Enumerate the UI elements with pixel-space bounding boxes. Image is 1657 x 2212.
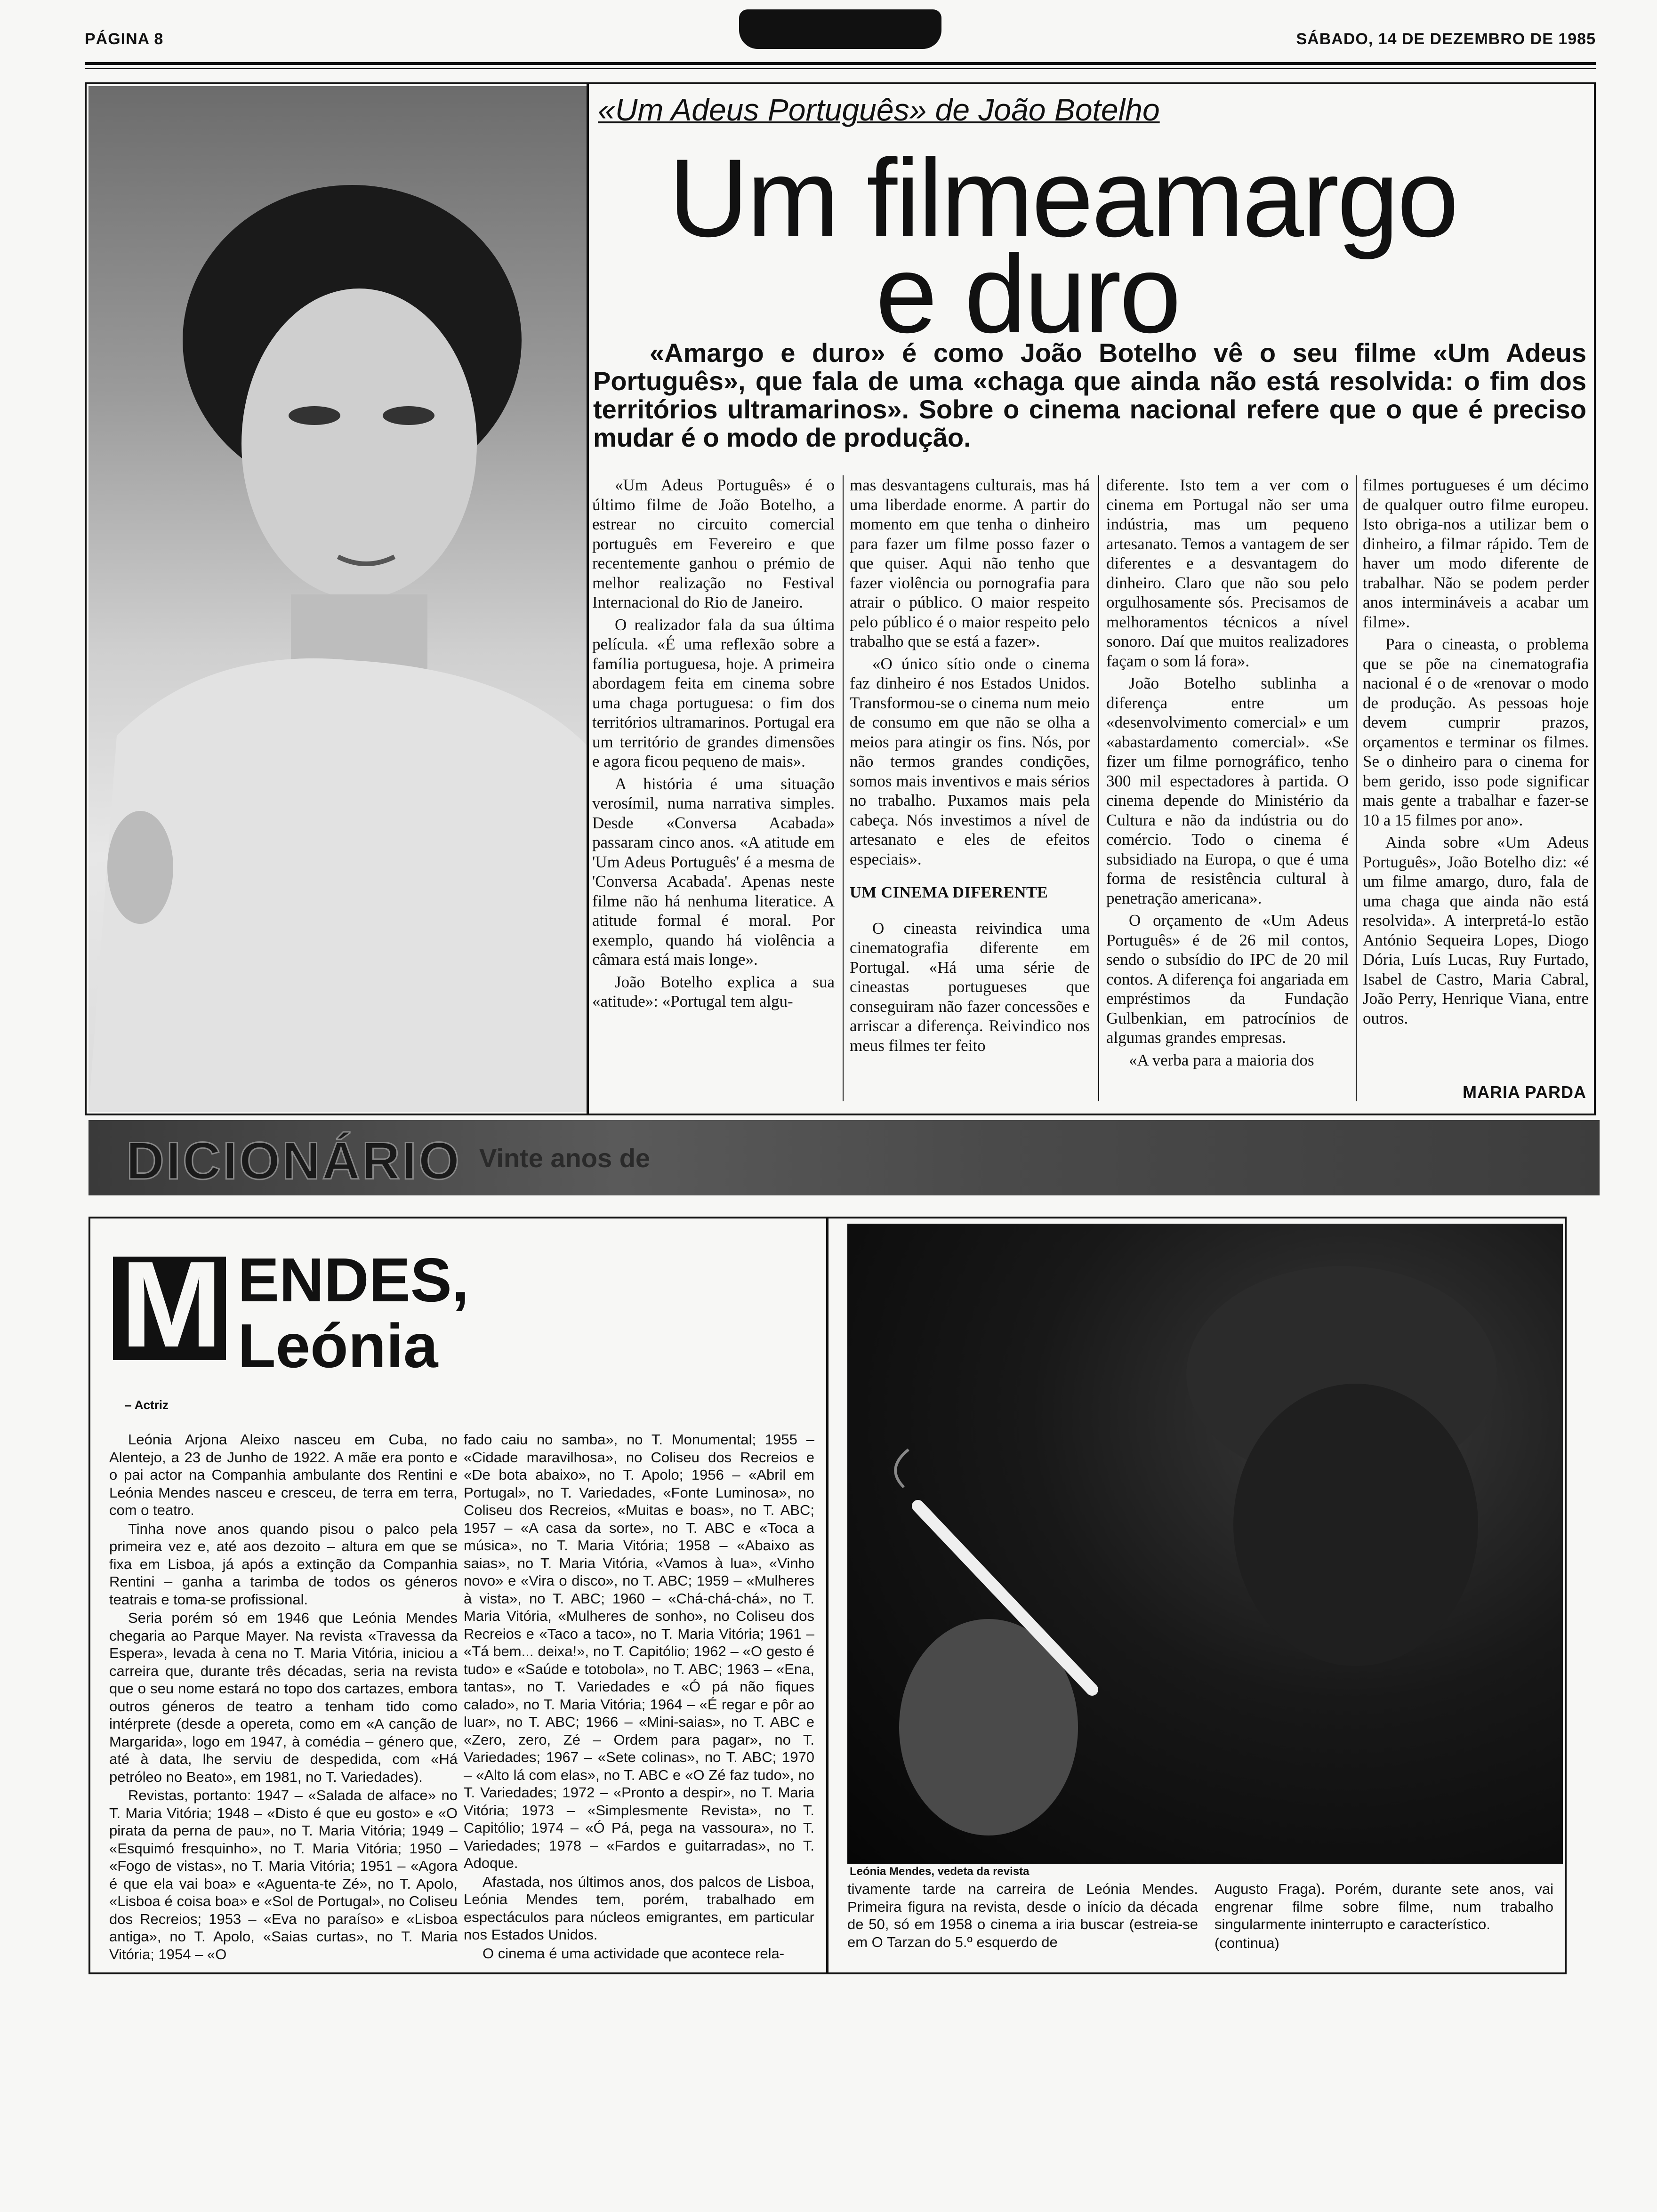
portrait-photo [88, 86, 587, 1112]
paragraph: Tinha nove anos quando pisou o palco pela primeira vez e, até aos dezoito – altura em que se fixa em Lisboa, já após a extinção da Companhia Rentini – ganha a tarimba de todos os géneros teatrais e toma-se profissional. [109, 1520, 458, 1608]
paragraph: Leónia Arjona Aleixo nasceu em Cuba, no Alentejo, a 23 de Junho de 1922. A mãe era ponto e o pai actor na Companhia ambulante dos Rentini e Leónia Mendes nasceu e cresceu, de terra em terra, com o teatro. [109, 1431, 458, 1518]
article-kicker: «Um Adeus Português» de João Botelho [598, 92, 1160, 127]
article-title-line2: e duro [876, 232, 1180, 356]
paragraph: fado caiu no samba», no T. Monumental; 1955 – «Cidade maravilhosa», no Coliseu dos Recreios e «De bota abaixo», no T. Apolo; 1956 – «Abril em Portugal», no T. Variedades, «Fonte Luminosa», no Coliseu dos Recreios, «Muitas e boas», no T. ABC; 1957 – «A casa da sorte», no T. ABC e «Toca a música», no T. Maria Vitória; 1958 – «Abaixo as saias», no T. Maria Vitória, «Vamos à lua», «Vinho novo» e «Vira o disco», no T. ABC; 1959 – «Mulheres à vista», no T. ABC; 1960 – «Chá-chá-chá», no T. Maria Vitória, «Mulheres de sonho», no Coliseu dos Recreios e «Taco a taco», no T. Maria Vitória; 1961 – «Tá bem... deixa!», no T. Capitólio; 1962 – «O gesto é tudo» e «Saúde e totobola», no T. ABC; 1963 – «Ena, tantas», no T. Variedades e «Ó pá não fiques calado», no T. Maria Vitória; 1964 – «É regar e pôr ao luar», no T. ABC; 1966 – «Mini-saias», no T. ABC e «Zero, zero, Zé – Ordem para pagar», no T. Variedades; 1967 – «Sete colinas», no T. ABC; 1970 – «Alto lá com elas», no T. ABC e «O Zé faz tudo», no T. Variedades; 1972 – «Pronto a despir», no T. Maria Vitória; 1973 – «Simplesmente Revista», no T. Capitólio; 1974 – «Ó Pá, pega na vassoura», no T. Variedades; 1978 – «Fardos e guitarradas», no T. Adoque. [464, 1431, 814, 1871]
paragraph: Afastada, nos últimos anos, dos palcos de Lisboa, Leónia Mendes tem, porém, trabalhado em espectáculos para núcleos emigrantes, em particular nos Estados Unidos. [464, 1873, 814, 1943]
mendes-divider [826, 1217, 828, 1974]
paragraph: O orçamento de «Um Adeus Português» é de 26 mil contos, sendo o subsídio do IPC de 20 mil contos. A diferença foi angariada em empréstimos da Fundação Gulbenkian, em patrocínios de algumas grandes empresas. [1106, 911, 1349, 1047]
mendes-column-3 [847, 1880, 1198, 1952]
page-number: PÁGINA 8 [85, 30, 164, 48]
paragraph: mas desvantagens culturais, mas há uma liberdade enorme. A partir do momento em que tenha o dinheiro para fazer um filme posso fazer o que quiser. Aqui não tenho que fazer violência ou pornografia para atrair o público. O maior respeito pelo público é o maior respeito pelo trabalho que se está a fazer». [850, 476, 1090, 650]
paragraph: «Um Adeus Português» é o último filme de João Botelho, a estrear no circuito comercial português em Fevereiro e que recentemente ganhou o prémio de melhor realização no Festival Internacional do Rio de Janeiro. [592, 476, 835, 611]
paragraph: diferente. Isto tem a ver com o cinema em Portugal não ser uma indústria, mas um pequeno artesanato. Temos a vantagem de ser diferentes e a desvantagem do dinheiro. Claro que não sou pelo orgulhosamente sós. Precisamos de melhoramentos técnicos a nível sonoro. Daí que muitos realizadores façam o som lá fora». [1106, 476, 1349, 670]
paragraph: Para o cineasta, o problema que se põe na cinematografia nacional é o de «renovar o modo de produção. As pessoas hoje devem cumprir prazos, orçamentos e terminar os filmes. Se o dinheiro para o cinema for bem gerido, isso pode significar mais gente a trabalhar e fazer-se 10 a 15 filmes por ano». [1363, 635, 1589, 829]
column-rule [843, 475, 844, 1101]
section-subhead: UM CINEMA DIFERENTE [850, 884, 1048, 901]
mendes-title-line2: Leónia [238, 1311, 438, 1380]
column-rule [1098, 475, 1099, 1101]
dicionario-subtitle: Vinte anos de [479, 1143, 651, 1173]
drop-letter-char: M [121, 1236, 223, 1373]
mendes-role: – Actriz [125, 1398, 169, 1412]
header-rule-thin [85, 68, 1596, 69]
article-column-3 [1106, 475, 1349, 1073]
header-rule [85, 62, 1596, 65]
paragraph: João Botelho explica a sua «atitude»: «Portugal tem algu- [592, 972, 835, 1010]
mendes-column-4 [1215, 1880, 1553, 1953]
paragraph: Augusto Fraga). Porém, durante sete anos, vai engrenar filme sobre filme, num trabalho singularmente ininterrupto e característico. [1215, 1881, 1553, 1932]
mendes-title-line1: ENDES, [238, 1245, 469, 1314]
article-column-4 [1363, 475, 1589, 1031]
masthead-logo [739, 9, 941, 49]
article-column-2 [850, 475, 1090, 1058]
paragraph: O cineasta reivindica uma cinematografia diferente em Portugal. «Há uma série de cineastas portugueses que conseguiram não fazer concessões e arriscar a diferença. Reivindico nos meus filmes ter feito [850, 919, 1090, 1055]
column-rule [1356, 475, 1357, 1101]
paragraph: Ainda sobre «Um Adeus Português», João Botelho diz: «é um filme amargo, duro, fala de uma chaga que ainda não está resolvida». A interpretá-lo estão António Sequeira Lopes, Diogo Dória, Luís Lucas, Ruy Furtado, Isabel de Castro, Maria Cabral, João Perry, Henrique Viana, entre outros. [1363, 833, 1589, 1027]
paragraph: «A verba para a maioria dos [1129, 1050, 1314, 1069]
paragraph: O cinema é uma actividade que acontece rela- [483, 1945, 785, 1962]
mendes-column-1 [109, 1431, 458, 1964]
paragraph: O realizador fala da sua última película. «É uma reflexão sobre a família portuguesa, hoje. A primeira abordagem feita em cinema sobre uma chaga portuguesa: o fim dos territórios ultramarinos. Portugal era um território de grandes dimensões e agora ficou pequeno de mais». [592, 615, 835, 770]
article-column-1 [592, 475, 835, 1014]
page-date: SÁBADO, 14 DE DEZEMBRO DE 1985 [1296, 30, 1596, 48]
paragraph: (continua) [1215, 1934, 1279, 1951]
paragraph: A história é uma situação verosímil, numa narrativa simples. Desde «Conversa Acabada» passaram cinco anos. «A atitude em 'Um Adeus Português' é a mesma de 'Conversa Acabada'. Apenas neste filme não há nenhuma literatice. A atitude formal é moral. Por exemplo, quando há violência a câmara está mais longe». [592, 774, 835, 969]
mendes-photo [847, 1224, 1563, 1864]
dicionario-title: DICIONÁRIO [126, 1131, 461, 1190]
mendes-drop-letter [113, 1236, 226, 1373]
paragraph: «O único sítio onde o cinema faz dinheiro é nos Estados Unidos. Transformou-se o cinema num meio de consumo em que não se olha a meios para atingir os fins. Nós, por não termos grandes condições, somos mais inventivos e mais sérios no trabalho. Puxamos mais pela cabeça. Nós investimos a nível de artesanato e eles de efeitos especiais». [850, 654, 1090, 868]
paragraph: Seria porém só em 1946 que Leónia Mendes chegaria ao Parque Mayer. Na revista «Travessa da Espera», levada à cena no T. Maria Vitória, iniciou a carreira que, durante três décadas, seria na revista que o seu nome estará no topo dos cartazes, embora outros géneros de teatro a tenham tido como intérprete (desde a opereta, como em «A canção de Margarida», logo em 1947, à comédia – género que, até à data, lhe serviu de despedida, com «Há petróleo no Beato», em 1981, no T. Variedades). [109, 1610, 458, 1785]
photo-divider [587, 82, 589, 1115]
paragraph: João Botelho sublinha a diferença entre um «desenvolvimento comercial» e um «abastardamento comercial». «Se fizer um filme pornográfico, tenho 300 mil espectadores à partida. O cinema depende do Ministério da Cultura e não da indústria ou do comércio. Todo o cinema é subsidiado na Europa, o que é uma forma de resistência cultural à penetração americana». [1106, 674, 1349, 907]
paragraph: filmes portugueses é um décimo de qualquer outro filme europeu. Isto obriga-nos a utilizar bem o dinheiro, a filmar rápido. Tem de haver um modo diferente de trabalhar. Não se podem perder anos intermináveis a acabar um filme». [1363, 476, 1589, 631]
photo-caption: Leónia Mendes, vedeta da revista [850, 1865, 1030, 1878]
article-byline: MARIA PARDA [1463, 1082, 1586, 1102]
mendes-column-2 [464, 1431, 814, 1963]
dicionario-banner [88, 1120, 1600, 1195]
article-title-line1: Um filmeamargo [668, 136, 1457, 260]
paragraph: Revistas, portanto: 1947 – «Salada de alface» no T. Maria Vitória; 1948 – «Disto é que eu gosto» e «O pirata da perna de pau», no T. Maria Vitória; 1949 – «Esquimó fresquinho», no T. Maria Vitória; 1950 – «Fogo de vistas», no T. Maria Vitória; 1951 – «Agora é que ela vai boa» e «Aguenta-te Zé», no T. Apolo, «Lisboa é coisa boa» e «Sol de Portugal», no Coliseu dos Recreios; 1953 – «Eva no paraíso» e «Lisboa antiga», no T. Apolo, «Saias curtas», no T. Maria Vitória; 1954 – «O [109, 1787, 458, 1963]
paragraph: tivamente tarde na carreira de Leónia Mendes. Primeira figura na revista, desde o início da década de 50, só em 1958 o cinema a iria buscar (estreia-se em O Tarzan do 5.º esquerdo de [847, 1881, 1198, 1950]
article-lead: «Amargo e duro» é como João Botelho vê o seu filme «Um Adeus Português», que fala de uma «chaga que ainda não está resolvida: o fim dos territórios ultramarinos». Sobre o cinema nacional refere que o que é preciso mudar é o modo de produção. [593, 338, 1586, 452]
